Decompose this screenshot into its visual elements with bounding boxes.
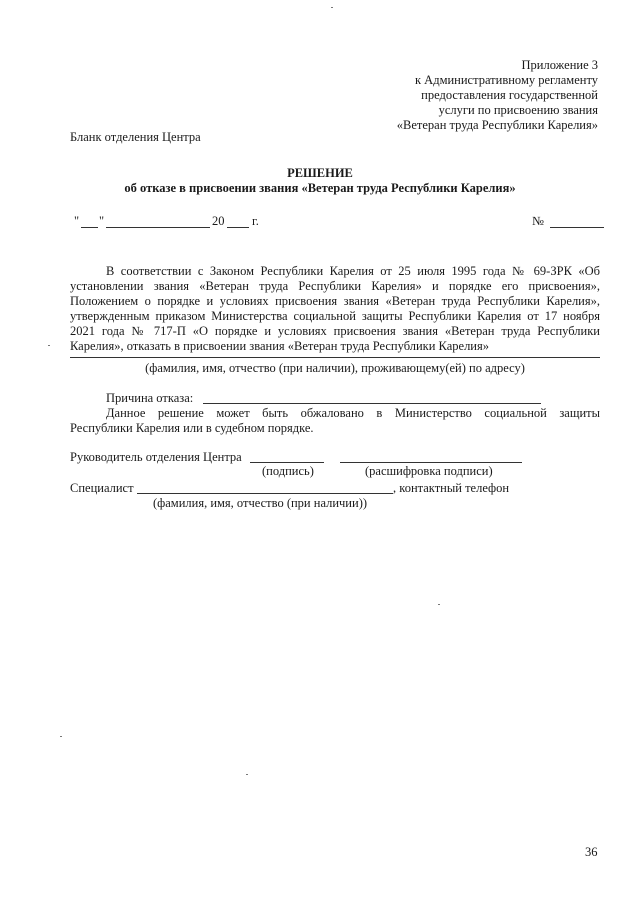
appendix-line: к Административному регламенту [414,73,598,87]
decision-body [70,264,600,354]
signature-caption: (подпись) [262,464,314,478]
document-title: РЕШЕНИЕ [287,166,353,180]
date-month-field[interactable] [106,227,210,228]
body-line: установлении звания «Ветеран труда Республики Карелия» и порядке его присвоения», [70,279,600,293]
scan-speck [48,345,50,346]
scan-speck [60,736,62,737]
appendix-line: предоставления государственной [421,88,598,102]
date-close-quote: " [99,214,105,228]
date-year-field[interactable] [227,227,249,228]
appeal-line: Республики Карелия или в судебном порядке. [70,421,314,435]
decoding-field[interactable] [340,462,522,463]
body-line: Карелия», отказать в присвоении звания «Ветеран труда Республики Карелия» [70,339,490,353]
specialist-caption: (фамилия, имя, отчество (при наличии)) [153,496,368,510]
scan-speck [438,604,440,605]
body-line: Положением о порядке и условиях присвоения звания «Ветеран труда Республики Карелия», [70,294,600,308]
date-year-suffix: г. [252,214,259,228]
scan-speck [331,7,333,8]
appendix-block [338,58,598,133]
appeal-line: Данное решение может быть обжаловано в Министерство социальной защиты [106,406,600,420]
specialist-label: Специалист [70,481,134,495]
fio-address-field[interactable] [70,357,600,358]
number-field[interactable] [550,227,604,228]
page-number: 36 [585,845,598,859]
date-year-prefix: 20 [212,214,225,228]
phone-label: , контактный телефон [393,481,510,495]
specialist-field[interactable] [137,493,393,494]
date-open-quote: " [74,214,80,228]
body-line: 2021 года № 717-П «О порядке и условиях присвоения звания «Ветеран труда Республики [70,324,600,338]
appendix-line: «Ветеран труда Республики Карелия» [396,118,598,132]
signature-field[interactable] [250,462,324,463]
number-label: № [532,214,544,228]
fio-caption: (фамилия, имя, отчество (при наличии), проживающему(ей) по адресу) [145,361,525,375]
date-day-field[interactable] [81,227,98,228]
scan-speck [246,774,248,775]
body-line: В соответствии с Законом Республики Карелия от 25 июля 1995 года № 69-ЗРК «Об [106,264,600,278]
decoding-caption: (расшифровка подписи) [365,464,493,478]
appendix-line: Приложение 3 [521,58,598,72]
body-line: утвержденным приказом Министерства социальной защиты Республики Карелия от 17 ноября [70,309,600,323]
reason-field[interactable] [203,403,541,404]
appendix-line: услуги по присвоению звания [438,103,598,117]
reason-label: Причина отказа: [106,391,194,405]
document-subtitle: об отказе в присвоении звания «Ветеран труда Республики Карелия» [124,181,516,195]
head-label: Руководитель отделения Центра [70,450,242,464]
appeal-text [70,406,600,436]
blank-label: Бланк отделения Центра [70,130,201,144]
